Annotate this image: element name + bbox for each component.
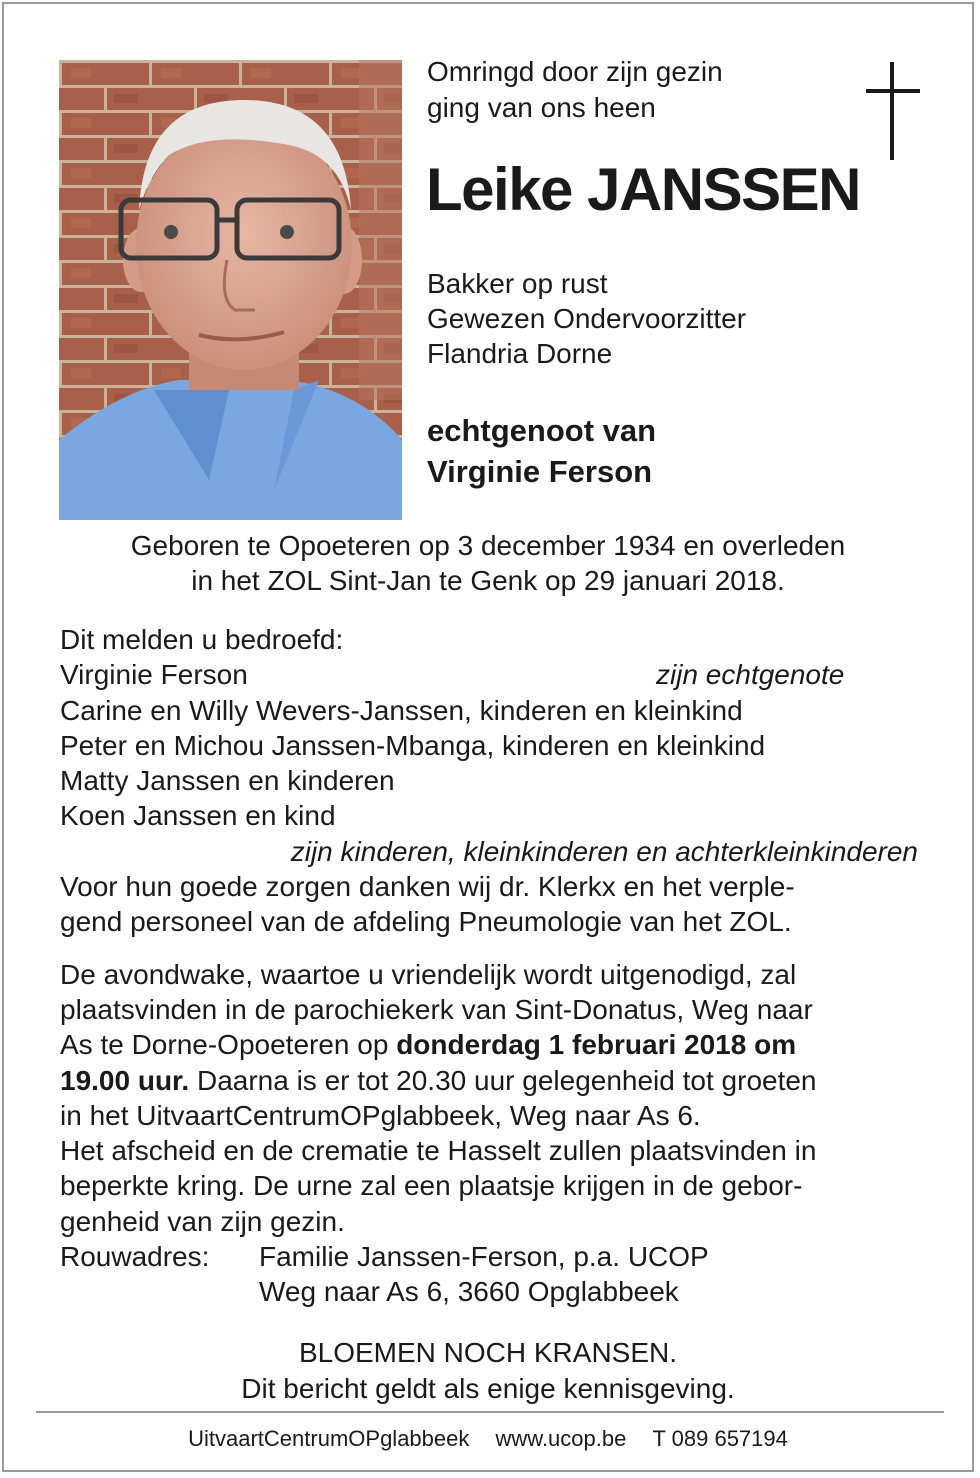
portrait-photo — [59, 60, 402, 520]
footer-divider — [36, 1411, 944, 1413]
born-line: in het ZOL Sint-Jan te Genk op 29 januari 2018. — [191, 565, 785, 596]
footer-website: www.ucop.be — [495, 1426, 627, 1451]
relative-name: Virginie Ferson — [60, 659, 248, 691]
role-line: Gewezen Ondervoorzitter — [427, 303, 747, 334]
birth-death-text — [0, 528, 976, 598]
relative-line: Peter en Michou Janssen-Mbanga, kinderen en kleinkind — [60, 729, 766, 761]
relative-line: Carine en Willy Wevers-Janssen, kinderen en kleinkind — [60, 694, 743, 726]
relative-row — [60, 657, 922, 692]
spouse-line: echtgenoot van — [427, 413, 657, 448]
address-line: Familie Janssen-Ferson, p.a. UCOP — [259, 1241, 709, 1273]
announcement-body — [60, 622, 922, 1310]
thanks-line: gend personeel van de afdeling Pneumologie van het ZOL. — [60, 906, 792, 938]
spouse — [427, 410, 656, 492]
farewell-line: genheid van zijn gezin. — [60, 1205, 345, 1237]
address-line: Weg naar As 6, 3660 Opglabbeek — [259, 1276, 679, 1308]
cross-icon — [862, 62, 924, 160]
closing-note — [0, 1335, 976, 1407]
role-line: Bakker op rust — [427, 268, 608, 299]
footer — [0, 1424, 976, 1454]
address-label: Rouwadres: — [60, 1241, 210, 1273]
wake-time: 19.00 uur. — [60, 1064, 190, 1096]
wake-line: De avondwake, waartoe u vriendelijk wordt uitgenodigd, zal — [60, 958, 797, 990]
wake-line — [60, 1027, 922, 1062]
closing-line: BLOEMEN NOCH KRANSEN. — [298, 1337, 678, 1368]
spouse-line: Virginie Ferson — [427, 454, 653, 489]
wake-line — [60, 1063, 922, 1098]
intro-text — [427, 54, 723, 126]
thanks-line: Voor hun goede zorgen danken wij dr. Klerkx en het verple- — [60, 871, 795, 903]
wake-text: As te Dorne-Opoeteren op — [60, 1029, 397, 1061]
wake-text: Daarna is er tot 20.30 uur gelegenheid tot groeten — [189, 1064, 817, 1096]
relatives-summary: zijn kinderen, kleinkinderen en achterkleinkinderen — [290, 835, 918, 867]
relative-line: Koen Janssen en kind — [60, 800, 336, 832]
wake-line: in het UitvaartCentrumOPglabbeek, Weg naar As 6. — [60, 1099, 701, 1131]
footer-phone: T 089 657194 — [652, 1426, 788, 1451]
relative-relation: zijn echtgenote — [656, 659, 845, 691]
farewell-line: beperkte kring. De urne zal een plaatsje krijgen in de gebor- — [60, 1170, 803, 1202]
intro-line: ging van ons heen — [427, 92, 656, 123]
wake-date: donderdag 1 februari 2018 om — [396, 1029, 797, 1061]
role-line: Flandria Dorne — [427, 338, 613, 369]
mourning-address — [60, 1239, 922, 1310]
relative-line: Matty Janssen en kinderen — [60, 765, 395, 797]
closing-line: Dit bericht geldt als enige kennisgeving. — [241, 1373, 735, 1404]
intro-line: Omringd door zijn gezin — [427, 56, 723, 87]
footer-company: UitvaartCentrumOPglabbeek — [188, 1426, 470, 1451]
wake-line: plaatsvinden in de parochiekerk van Sint-Donatus, Weg naar — [60, 993, 813, 1025]
announce-intro: Dit melden u bedroefd: — [60, 624, 344, 655]
born-line: Geboren te Opoeteren op 3 december 1934 en overleden — [130, 530, 846, 561]
farewell-line: Het afscheid en de crematie te Hasselt zullen plaatsvinden in — [60, 1135, 817, 1167]
deceased-name: Leike JANSSEN — [426, 156, 861, 223]
roles — [427, 266, 746, 371]
